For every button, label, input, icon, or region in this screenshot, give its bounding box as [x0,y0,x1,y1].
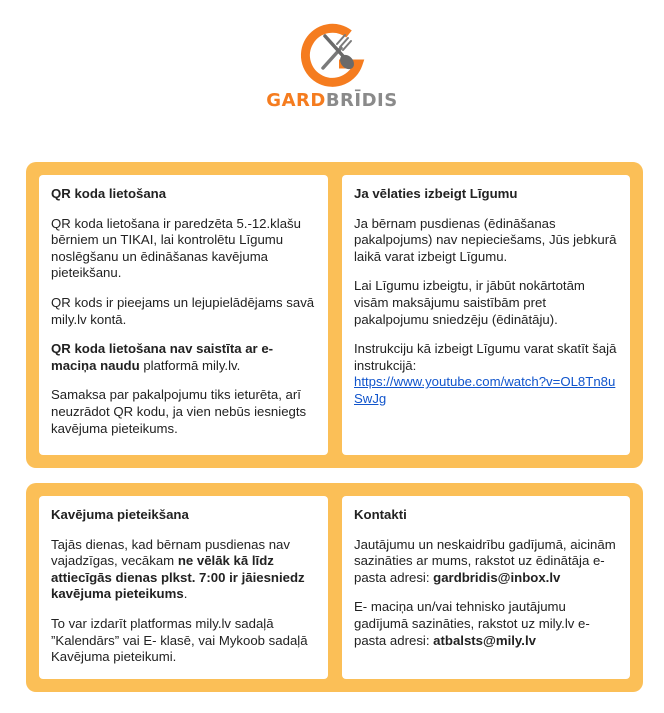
logo-word-part1: GARD [266,90,326,111]
top-panel [26,162,643,468]
qr-paragraph-4: Samaksa par pakalpojumu tiks ieturēta, arī neuzrādot QR kodu, ja vien nebūs iesniegts kavējuma pieteikums. [51,387,307,436]
absence-p1-end: . [183,586,188,602]
qr-paragraph-3-rest: platformā mily.lv. [139,357,241,373]
absence-p1-start: Tajās dienas, kad bērnam pusdienas nav vajadzīgas, vecākam [51,536,290,569]
terminate-instruction-text: Instrukciju kā izbeigt Līgumu varat skatīt šajā instrukcijā: [354,341,617,373]
absence-p1-bold: ne vēlāk kā līdz attiecīgās dienas plkst. 7:00 ir jāiesniedz kavējuma pieteikums [51,553,305,602]
absence-title: Kavējuma pieteikšana [51,507,189,522]
qr-paragraph-3 [51,341,316,374]
terminate-title: Ja vēlaties izbeigt Līgumu [354,186,518,201]
logo-wordmark [266,90,397,112]
terminate-paragraph-1: Ja bērnam pusdienas (ēdināšanas pakalpojums) nav nepieciešams, Jūs jebkurā laikā varat izbeigt Līgumu. [354,215,617,264]
absence-card [39,496,328,679]
qr-card [39,175,328,455]
logo-mark [287,22,377,88]
logo [0,22,664,122]
youtube-link[interactable]: https://www.youtube.com/watch?v=OL8Tn8uSwJg [354,374,616,406]
qr-paragraph-3-bold: QR koda lietošana nav saistīta ar e-maciņa naudu [51,341,274,373]
logo-word-part2: BRĪDIS [325,90,398,111]
contacts-card [342,496,630,679]
contacts-paragraph-1 [354,537,618,587]
terminate-paragraph-2: Lai Līgumu izbeigtu, ir jābūt nokārtotām visām maksājumu saistībām pret pakalpojumu sniedzēju (ēdinātāju). [354,278,585,327]
support-email: atbalsts@mily.lv [433,632,536,648]
contacts-title: Kontakti [354,507,407,522]
contacts-paragraph-2 [354,599,618,649]
qr-paragraph-1: QR koda lietošana ir paredzēta 5.-12.klašu bērniem un TIKAI, lai kontrolētu Līgumu noslēgšanu un ēdināšanas kavējuma pieteikšanu. [51,215,301,281]
bottom-panel [26,483,643,692]
qr-title: QR koda lietošana [51,186,167,201]
absence-paragraph-2: To var izdarīt platformas mily.lv sadaļā ”Kalendārs” vai E- klasē, vai Mykoob sadaļā Kavējuma pieteikumi. [51,615,308,665]
qr-paragraph-2: QR kods ir pieejams un lejupielādējams savā mily.lv kontā. [51,294,315,327]
absence-paragraph-1 [51,537,316,603]
caterer-email: gardbridis@inbox.lv [433,569,561,585]
contacts-p2-text: E- maciņa un/vai tehnisko jautājumu gadījumā sazināties, rakstot uz mily.lv e-pasta adresi: [354,599,590,648]
contacts-p1-text: Jautājumu un neskaidrību gadījumā, aicinām sazināties ar mums, rakstot uz ēdinātāja e-pasta adresi: [354,536,616,585]
terminate-card [342,175,630,455]
terminate-paragraph-3 [354,341,618,407]
